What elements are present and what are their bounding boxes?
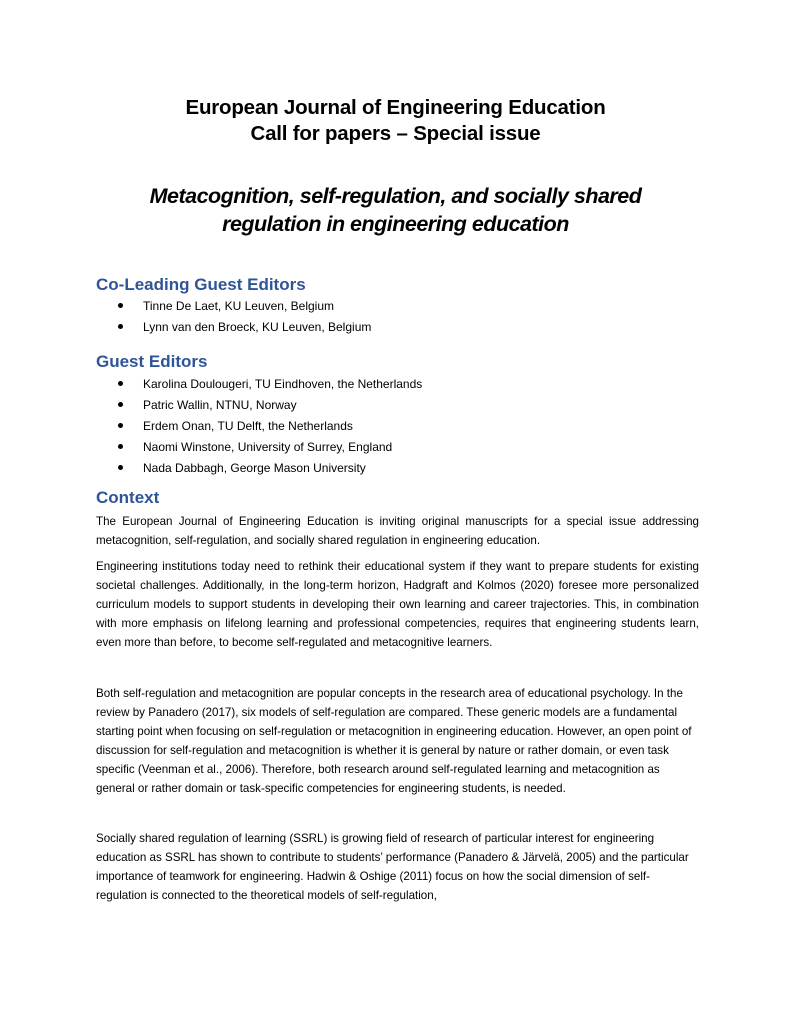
list-item [96, 319, 371, 340]
editor-name: Erdem Onan, TU Delft, the Netherlands [143, 419, 353, 433]
context-paragraph-4: Socially shared regulation of learning (SSRL) is growing field of research of particular interest for engineering education as SSRL has shown to contribute to students’ performance (Panadero & Järvelä, 2005) and the particular importance of teamwork for engineering. Hadwin & Oshige (2011) focus on how the social dimension of self-regulation is connected to the theoretical models of self-regulation, [96, 832, 689, 902]
bullet-icon [118, 402, 123, 407]
context-paragraph-2: Engineering institutions today need to rethink their educational system if they want to prepare students for existing societal challenges. Additionally, in the long-term horizon, Hadgraft and Kolmos (2020) foresee more personalized curriculum models to support students in developing their own learning and career trajectories. This, in combination with more emphasis on lifelong learning and professional competencies, requires that engineering students learn, even more than before, to become self-regulated and metacognitive learners. [96, 560, 699, 649]
editor-name: Lynn van den Broeck, KU Leuven, Belgium [143, 320, 372, 334]
editor-name: Karolina Doulougeri, TU Eindhoven, the Netherlands [143, 377, 423, 391]
editor-name: Nada Dabbagh, George Mason University [143, 461, 366, 475]
editor-name: Tinne De Laet, KU Leuven, Belgium [143, 299, 334, 313]
guest-editors-list [96, 376, 422, 481]
list-item [96, 418, 422, 439]
bullet-icon [118, 444, 123, 449]
co-leading-editors-heading: Co-Leading Guest Editors [96, 275, 306, 294]
context-heading: Context [96, 488, 160, 507]
context-paragraph-3: Both self-regulation and metacognition are popular concepts in the research area of educational psychology. In the review by Panadero (2017), six models of self-regulation are compared. These generic models are a fundamental starting point when focusing on self-regulation or metacognition in engineering education. However, an open point of discussion for self-regulation and metacognition is whether it is general by nature or rather domain, or even task specific (Veenman et al., 2006). Therefore, both research around self-regulated learning and metacognition as general or rather domain or task-specific competencies for engineering students, is needed. [96, 687, 692, 795]
bullet-icon [118, 303, 123, 308]
list-item [96, 376, 422, 397]
bullet-icon [118, 465, 123, 470]
list-item [96, 298, 371, 319]
guest-editors-heading: Guest Editors [96, 352, 208, 371]
special-issue-title-line-2: regulation in engineering education [222, 212, 569, 236]
call-for-papers-title: Call for papers – Special issue [250, 122, 541, 145]
list-item [96, 397, 422, 418]
editor-name: Naomi Winstone, University of Surrey, England [143, 440, 393, 454]
list-item [96, 460, 422, 481]
list-item [96, 439, 422, 460]
bullet-icon [118, 423, 123, 428]
bullet-icon [118, 381, 123, 386]
bullet-icon [118, 324, 123, 329]
special-issue-title-line-1: Metacognition, self-regulation, and socially shared [149, 184, 642, 208]
context-paragraph-1: The European Journal of Engineering Education is inviting original manuscripts for a special issue addressing metacognition, self-regulation, and socially shared regulation in engineering education. [96, 515, 699, 547]
journal-title: European Journal of Engineering Education [185, 96, 606, 119]
co-leading-editors-list [96, 298, 371, 340]
editor-name: Patric Wallin, NTNU, Norway [143, 398, 297, 412]
